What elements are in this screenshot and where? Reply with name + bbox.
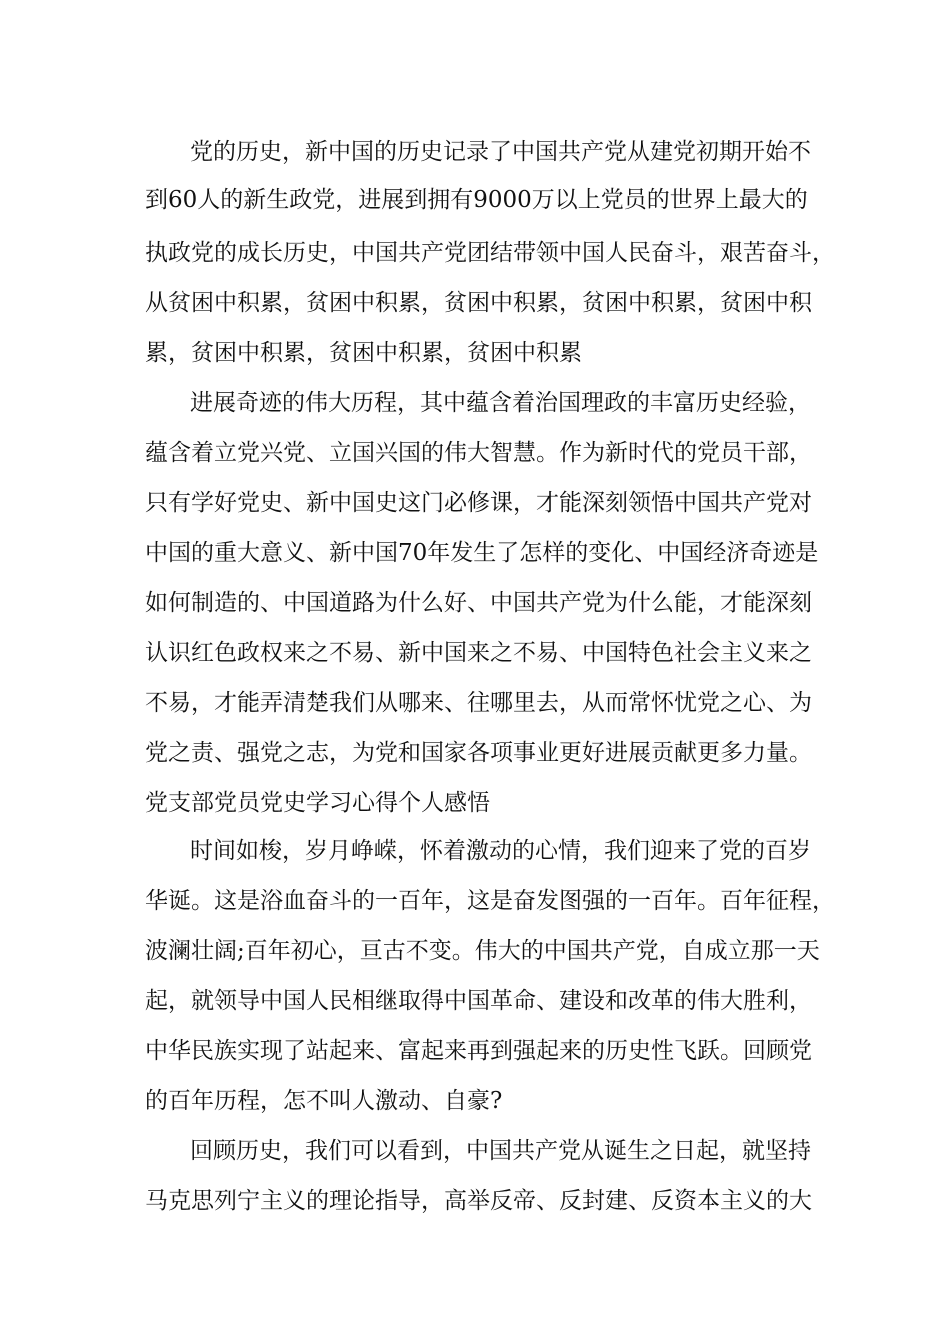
text-line: 党的历史，新中国的历史记录了中国共产党从建党初期开始不 bbox=[190, 139, 811, 165]
text-line: 执政党的成长历史，中国共产党团结带领中国人民奋斗，艰苦奋斗， bbox=[145, 240, 835, 266]
text-line: 只有学好党史、新中国史这门必修课，才能深刻领悟中国共产党对 bbox=[145, 490, 812, 516]
text-line: 中国的重大意义、新中国70年发生了怎样的变化、中国经济奇迹是 bbox=[145, 540, 819, 566]
text-line: 累，贫困中积累，贫困中积累，贫困中积累 bbox=[145, 340, 582, 366]
text-line: 从贫困中积累，贫困中积累，贫困中积累，贫困中积累，贫困中积 bbox=[145, 290, 812, 316]
text-line: 进展奇迹的伟大历程，其中蕴含着治国理政的丰富历史经验， bbox=[190, 390, 811, 416]
text-line: 的百年历程，怎不叫人激动、自豪? bbox=[145, 1088, 503, 1114]
text-line: 回顾历史，我们可以看到，中国共产党从诞生之日起，就坚持 bbox=[190, 1138, 811, 1164]
text-line: 马克思列宁主义的理论指导，高举反帝、反封建、反资本主义的大 bbox=[145, 1188, 812, 1214]
text-line: 蕴含着立党兴党、立国兴国的伟大智慧。作为新时代的党员干部， bbox=[145, 440, 812, 466]
text-line: 华诞。这是浴血奋斗的一百年，这是奋发图强的一百年。百年征程， bbox=[145, 888, 835, 914]
text-line: 党之责、强党之志，为党和国家各项事业更好进展贡献更多力量。 bbox=[145, 740, 812, 766]
text-line: 波澜壮阔;百年初心，亘古不变。伟大的中国共产党，自成立那一天 bbox=[145, 938, 820, 964]
text-line: 起，就领导中国人民相继取得中国革命、建设和改革的伟大胜利， bbox=[145, 988, 812, 1014]
text-line: 中华民族实现了站起来、富起来再到强起来的历史性飞跃。回顾党 bbox=[145, 1038, 812, 1064]
text-line: 到60人的新生政党，进展到拥有9000万以上党员的世界上最大的 bbox=[145, 187, 808, 213]
text-line: 如何制造的、中国道路为什么好、中国共产党为什么能，才能深刻 bbox=[145, 590, 812, 616]
text-line: 不易，才能弄清楚我们从哪来、往哪里去，从而常怀忧党之心、为 bbox=[145, 690, 812, 716]
text-line: 时间如梭，岁月峥嵘，怀着激动的心情，我们迎来了党的百岁 bbox=[190, 838, 811, 864]
text-line: 认识红色政权来之不易、新中国来之不易、中国特色社会主义来之 bbox=[145, 640, 812, 666]
section-heading: 党支部党员党史学习心得个人感悟 bbox=[145, 790, 490, 816]
